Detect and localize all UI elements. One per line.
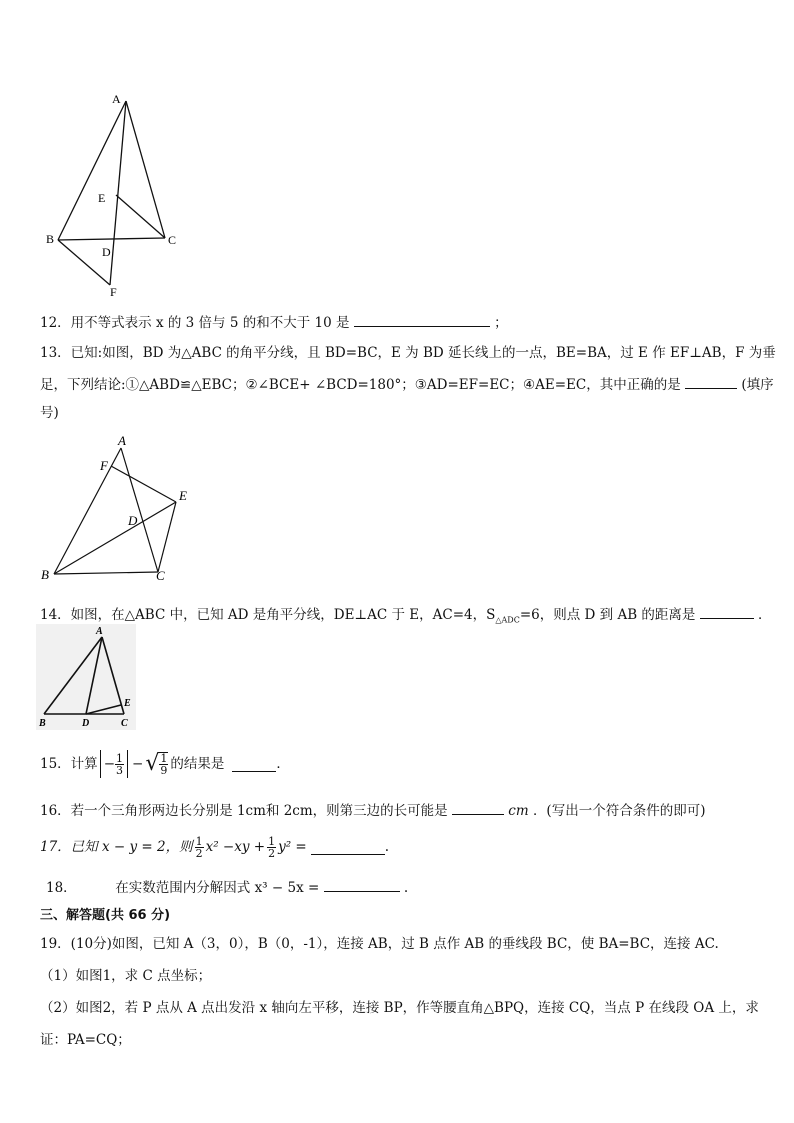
question-18: 18． 在实数范围内分解因式 x³ − 5x = . <box>46 877 408 897</box>
label-c: C <box>168 233 177 247</box>
fraction-half-2: $\frac{1}{2}$ <box>268 834 276 860</box>
question-12-text: 12．用不等式表示 x 的 3 倍与 5 的和不大于 10 是 <box>40 315 350 331</box>
segment-fe <box>111 466 176 502</box>
label-b: B <box>39 718 46 729</box>
label-d: D <box>82 718 90 729</box>
answer-blank-15[interactable] <box>232 757 276 772</box>
answer-blank-18[interactable] <box>324 877 400 892</box>
question-13-line-3: 号) <box>40 405 59 421</box>
label-e: E <box>179 488 187 503</box>
label-e: E <box>98 191 106 205</box>
label-f: F <box>110 285 117 299</box>
label-d: D <box>128 513 138 528</box>
question-19-line-1: 19．(10分)如图，已知 A（3，0），B（0，-1），连接 AB，过 B 点作 AB 的垂线段 BC，使 BA=BC，连接 AC. <box>40 936 719 952</box>
label-c: C <box>121 718 128 729</box>
question-13-line-2: 足，下列结论:①△ABD≌△EBC；②∠BCE+ ∠BCD=180°；③AD=EF=EC；④AE=EC，其中正确的是 (填序 <box>40 374 774 394</box>
segment-bc <box>58 238 165 240</box>
question-19-line-3: （2）如图2，若 P 点从 A 点出发沿 x 轴向左平移，连接 BP，作等腰直角△BPQ，连接 CQ，当点 P 在线段 OA 上，求 <box>40 1000 759 1016</box>
segment-ec <box>158 502 176 572</box>
question-12: 12．用不等式表示 x 的 3 倍与 5 的和不大于 10 是 ； <box>40 312 508 332</box>
figure-3-triangle <box>36 624 136 730</box>
label-c: C <box>156 568 165 583</box>
segment-ac <box>126 101 165 238</box>
label-a: A <box>112 92 121 106</box>
question-14: 14．如图，在△ABC 中，已知 AD 是角平分线，DE⊥AC 于 E，AC=4，$S_{\triangle ADC}=6$，则点 D 到 AB 的距离是 ． <box>40 604 772 630</box>
answer-blank-17[interactable] <box>311 840 385 855</box>
segment-be <box>54 502 176 574</box>
segment-ec <box>116 195 165 238</box>
label-b: B <box>41 567 49 582</box>
segment-bc <box>54 572 158 574</box>
answer-blank-16[interactable] <box>452 800 504 815</box>
question-16: 16．若一个三角形两边长分别是 1cm和 2cm，则第三边的长可能是 cm ．(写出一个符合条件的即可) <box>40 800 705 820</box>
question-19-line-4: 证：PA=CQ； <box>40 1032 131 1048</box>
answer-blank-12[interactable] <box>354 312 490 327</box>
question-17: 17．已知 x − y = 2，则 $\frac{1}{2}$ x² −xy + $\frac{1}{2}$ y² = . <box>40 834 390 860</box>
fraction-one-ninth: $\frac{1}{9}$ <box>160 752 168 777</box>
fraction-half-1: $\frac{1}{2}$ <box>195 834 203 860</box>
radical-icon: √ <box>145 751 160 776</box>
sqrt-expression <box>145 752 168 776</box>
answer-blank-14[interactable] <box>700 604 754 619</box>
question-15: 15．计算 − $\frac{1}{3}$ − √ $\frac{1}{9}$ 的结果是 ． <box>40 751 290 777</box>
segment-ac <box>121 448 158 572</box>
figure-2-quadrilateral <box>38 432 198 584</box>
label-d: D <box>102 245 111 259</box>
label-f: F <box>100 458 108 473</box>
segment-ab <box>54 448 121 574</box>
fraction-one-third: $\frac{1}{3}$ <box>116 751 123 777</box>
label-b: B <box>46 232 55 246</box>
question-13-line-1: 13．已知:如图，BD 为△ABC 的角平分线，且 BD=BC，E 为 BD 延长线上的一点，BE=BA，过 E 作 EF⊥AB，F 为垂 <box>40 345 776 361</box>
absolute-value-expression: − $\frac{1}{3}$ <box>100 750 128 778</box>
figure-1-triangle <box>40 88 190 300</box>
section-heading: 三、解答题(共 66 分) <box>40 908 171 923</box>
answer-blank-13[interactable] <box>685 374 737 389</box>
question-19-line-2: （1）如图1，求 C 点坐标； <box>40 968 212 984</box>
label-a: A <box>96 626 103 637</box>
label-a: A <box>118 433 126 448</box>
label-e: E <box>124 698 131 709</box>
